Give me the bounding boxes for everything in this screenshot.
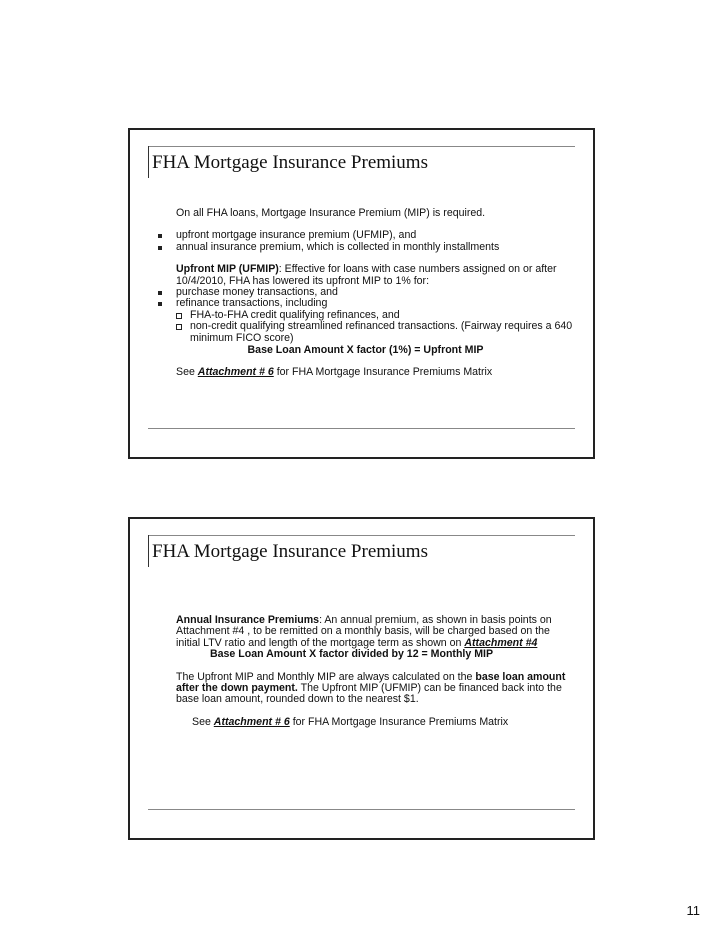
slide-body [156,615,575,728]
list-item: upfront mortgage insurance premium (UFMIP), and [156,230,575,241]
list-item [156,298,575,344]
upfront-formula: Base Loan Amount X factor (1%) = Upfront MIP [247,344,484,357]
monthly-formula: Base Loan Amount X factor divided by 12 = Monthly MIP [210,648,494,661]
page-number: 11 [686,903,700,918]
see-prefix: See [176,366,198,379]
sublist-item: non-credit qualifying streamlined refinanced transactions. (Fairway requires a 640 minimum FICO score) [176,321,575,344]
calculation-paragraph [176,672,575,706]
see-attachment-note [176,367,575,378]
upfront-text: : Effective for loans with case numbers assigned on or after 10/4/2010, FHA has lowered its upfront MIP to 1% for: [176,263,557,287]
premium-types-list [156,230,575,253]
slide-title: FHA Mortgage Insurance Premiums [152,541,428,562]
sublist-item: FHA-to-FHA credit qualifying refinances, and [176,310,575,321]
intro-text: On all FHA loans, Mortgage Insurance Premium (MIP) is required. [176,207,486,219]
slide-title: FHA Mortgage Insurance Premiums [152,152,428,173]
see-suffix: for FHA Mortgage Insurance Premiums Matrix [273,366,493,379]
top-divider [148,535,575,536]
slide-upfront-mip [128,128,595,459]
calc-text-start: The Upfront MIP and Monthly MIP are always calculated on the [176,670,476,683]
slide-body [156,208,575,379]
list-item: purchase money transactions, and [156,287,575,298]
title-accent-bar [148,146,149,178]
attachment-4-link[interactable]: Attachment #4 [464,636,538,649]
list-item: annual insurance premium, which is collected in monthly installments [156,242,575,253]
see-suffix: for FHA Mortgage Insurance Premiums Matrix [289,715,509,728]
calc-text-bold: base loan amount after the down payment. [176,670,566,695]
upfront-label: Upfront MIP (UFMIP) [176,263,279,276]
slide-annual-mip [128,517,595,840]
upfront-paragraph [176,264,575,287]
see-attachment-note [192,717,575,728]
annual-text: : An annual premium, as shown in basis points on Attachment #4 , to be remitted on a monthly basis, will be charged based on the initial LTV ratio and length of the mortgage term as shown on [176,614,552,649]
calc-text-end: The Upfront MIP (UFMIP) can be financed back into the base loan amount, rounded down to the nearest $1. [176,682,562,706]
attachment-6-link[interactable]: Attachment # 6 [197,366,274,379]
see-prefix: See [192,715,214,728]
top-divider [148,146,575,147]
list-item-label: refinance transactions, including [176,297,328,310]
bottom-divider [148,809,575,810]
annual-label: Annual Insurance Premiums [176,614,320,626]
transaction-list [156,287,575,344]
title-accent-bar [148,535,149,567]
annual-paragraph [176,615,575,649]
refinance-sublist [176,310,575,344]
bottom-divider [148,428,575,429]
attachment-6-link[interactable]: Attachment # 6 [213,715,290,728]
